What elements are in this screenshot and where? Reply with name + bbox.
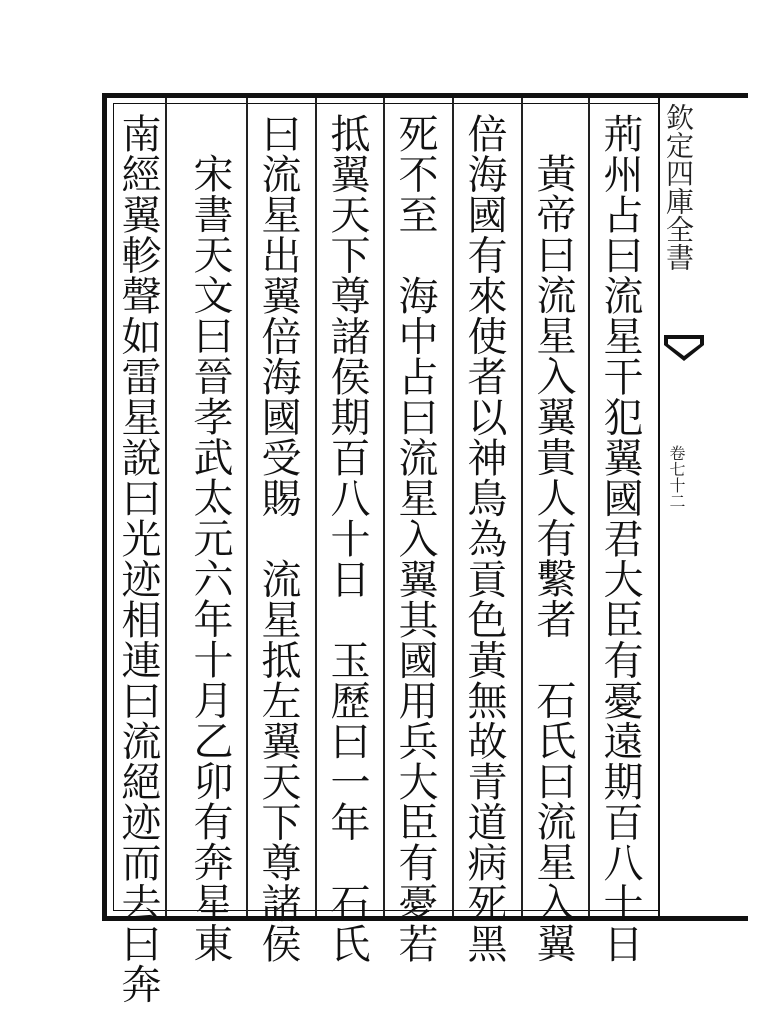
- column-rule: [315, 98, 317, 916]
- fold-line: [658, 93, 660, 921]
- text-column-5: 抵翼天下尊諸侯期百八十日 玉歷曰一年 石氏: [324, 113, 370, 964]
- text-column-8: 南經翼軫聲如雷星說曰光迹相連曰流絕迹而去曰奔: [115, 113, 161, 1004]
- text-column-2: [530, 153, 576, 963]
- fishtail-mark-icon: [664, 335, 704, 369]
- column-rule: [521, 98, 523, 916]
- text-column-7-content: 宋書天文曰晉孝武太元六年十月乙卯有奔星東: [187, 153, 233, 963]
- text-column-4: 死不至 海中占曰流星入翼其國用兵大臣有憂若: [392, 113, 438, 964]
- margin-volume: 卷七十二: [667, 445, 686, 509]
- text-column-2-content: 黃帝曰流星入翼貴人有繫者 石氏曰流星入翼: [530, 153, 576, 963]
- column-rule: [165, 98, 167, 916]
- text-column-3: 倍海國有來使者以神鳥為貢色黃無故青道病死黑: [461, 113, 507, 964]
- text-column-7: [187, 153, 233, 963]
- column-rule: [588, 98, 590, 916]
- text-column-6: 曰流星出翼倍海國受賜 流星抵左翼天下尊諸侯: [255, 113, 301, 964]
- margin-title: 欽定四庫全書: [662, 103, 695, 271]
- column-rule: [246, 98, 248, 916]
- text-column-1: 荊州占曰流星干犯翼國君大臣有憂遠期百八十日: [597, 113, 643, 964]
- column-rule: [452, 98, 454, 916]
- column-rule: [383, 98, 385, 916]
